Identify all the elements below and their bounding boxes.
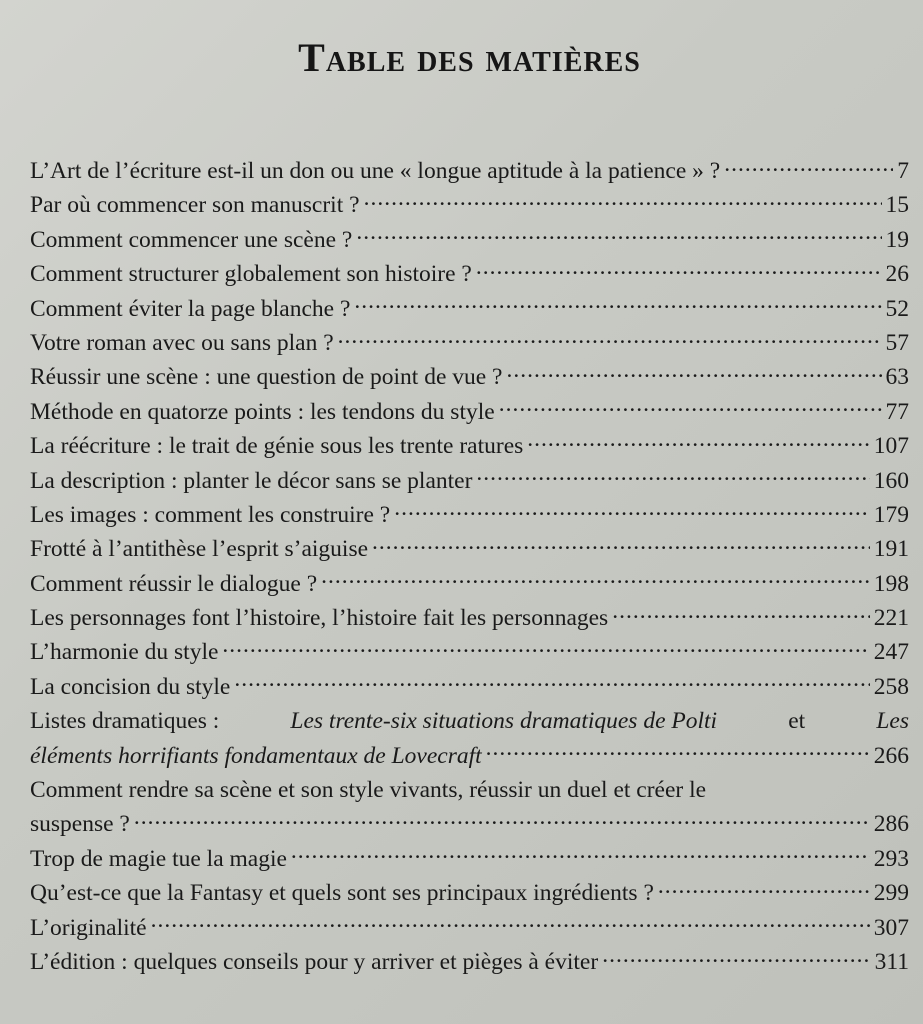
toc-entry-page: 26 — [885, 261, 909, 288]
toc-leader-dots — [612, 602, 870, 626]
toc-leader-dots — [151, 911, 870, 935]
toc-leader-dots — [724, 155, 893, 179]
toc-leader-dots — [527, 430, 869, 454]
toc-entry-title: La réécriture : le trait de génie sous les trente ratures — [30, 433, 524, 460]
toc-entry-page: 77 — [885, 398, 909, 425]
toc-entry-title: suspense ? — [30, 811, 130, 838]
toc-leader-dots — [602, 945, 870, 969]
toc-leader-dots — [507, 361, 882, 385]
toc-entry-title: Méthode en quatorze points : les tendons du style — [30, 398, 495, 425]
toc-entry — [30, 154, 909, 188]
toc-entry-page: 299 — [873, 880, 909, 907]
toc-entry-title: Les images : comment les construire ? — [30, 501, 391, 528]
toc-entry — [30, 498, 909, 532]
toc-entry-page: 179 — [873, 501, 909, 528]
page-title: Table des matières — [298, 35, 641, 80]
toc-entry — [30, 601, 909, 635]
toc-leader-dots — [222, 636, 869, 660]
toc-leader-dots — [134, 808, 870, 832]
toc-entry — [30, 876, 909, 910]
toc-entry-title: Par où commencer son manuscrit ? — [30, 192, 360, 219]
toc-entry — [30, 945, 909, 979]
toc-leader-dots — [476, 258, 882, 282]
toc-entry — [30, 223, 909, 257]
toc-entry-title: L’édition : quelques conseils pour y arriver et pièges à éviter — [30, 948, 599, 975]
toc-entry-title: Votre roman avec ou sans plan ? — [30, 329, 334, 356]
toc-entry-title: Comment éviter la page blanche ? — [30, 295, 351, 322]
toc-entry-title: L’originalité — [30, 914, 147, 941]
toc-entry-page: 19 — [885, 226, 909, 253]
toc-entry-page: 307 — [873, 914, 909, 941]
toc-entry-page: 198 — [873, 570, 909, 597]
toc-entry-title: La description : planter le décor sans se planter — [30, 467, 473, 494]
toc-entry — [30, 292, 909, 326]
toc-entry — [30, 842, 909, 876]
toc-entry — [30, 395, 909, 429]
toc-entry-title-part: Les trente-six situations dramatiques de Polti — [290, 708, 718, 735]
toc-entry-title: L’harmonie du style — [30, 639, 219, 666]
toc-entry-page: 191 — [873, 536, 909, 563]
toc-entry-page: 221 — [873, 605, 909, 632]
toc-leader-dots — [476, 464, 869, 488]
toc-entry-page: 57 — [885, 329, 909, 356]
toc-entry — [30, 739, 909, 773]
toc-entry-page: 266 — [873, 742, 909, 769]
toc-entry-title: Réussir une scène : une question de point de vue ? — [30, 364, 503, 391]
toc-entry-title: Frotté à l’antithèse l’esprit s’aiguise — [30, 536, 369, 563]
toc-entry-title: éléments horrifiants fondamentaux de Lovecraft — [30, 742, 482, 769]
toc-entry-title: L’Art de l’écriture est-il un don ou une « longue aptitude à la patience » ? — [30, 158, 721, 184]
toc-leader-dots — [372, 533, 870, 557]
toc-list — [30, 154, 909, 979]
toc-entry-title-part: Listes dramatiques : — [30, 708, 220, 735]
toc-leader-dots — [394, 498, 870, 522]
toc-entry-title: Comment structurer globalement son histoire ? — [30, 261, 472, 288]
toc-leader-dots — [321, 567, 870, 591]
toc-entry-title: Comment commencer une scène ? — [30, 226, 353, 253]
toc-entry-page: 311 — [874, 948, 909, 975]
toc-leader-dots — [486, 739, 870, 763]
toc-leader-dots — [234, 670, 869, 694]
toc-leader-dots — [658, 877, 870, 901]
toc-entry-page: 63 — [885, 364, 909, 391]
toc-entry-title-part: Comment rendre sa scène et son style vivants, réussir un duel et créer le — [30, 777, 707, 804]
toc-entry-page: 247 — [873, 639, 909, 666]
toc-entry — [30, 188, 909, 222]
toc-entry-page: 160 — [873, 467, 909, 494]
toc-leader-dots — [356, 223, 881, 247]
toc-entry-page: 293 — [873, 845, 909, 872]
toc-leader-dots — [338, 326, 882, 350]
toc-entry — [30, 911, 909, 945]
toc-entry — [30, 670, 909, 704]
toc-entry-listes-line1 — [30, 704, 909, 738]
toc-entry — [30, 532, 909, 566]
toc-leader-dots — [364, 189, 882, 213]
toc-entry-title: La concision du style — [30, 673, 231, 700]
toc-entry — [30, 360, 909, 394]
toc-entry-title: Qu’est-ce que la Fantasy et quels sont ses principaux ingrédients ? — [30, 880, 654, 907]
toc-entry-title: Comment réussir le dialogue ? — [30, 570, 318, 597]
toc-entry-title-part: et — [788, 708, 806, 735]
toc-entry — [30, 464, 909, 498]
toc-entry-scene-line1 — [30, 773, 909, 807]
toc-entry-page: 286 — [873, 811, 909, 838]
toc-entry-page: 52 — [885, 295, 909, 322]
toc-entry — [30, 807, 909, 841]
toc-entry — [30, 567, 909, 601]
toc-entry-title-part: Les — [876, 708, 909, 735]
toc-entry-page: 107 — [873, 433, 909, 460]
toc-entry-page: 15 — [885, 192, 909, 219]
toc-entry-title: Trop de magie tue la magie — [30, 845, 287, 872]
toc-entry — [30, 429, 909, 463]
toc-entry — [30, 326, 909, 360]
toc-entry-page: 7 — [897, 158, 909, 184]
toc-entry-page: 258 — [873, 673, 909, 700]
toc-entry — [30, 257, 909, 291]
toc-entry-title: Les personnages font l’histoire, l’histoire fait les personnages — [30, 605, 609, 632]
toc-entry — [30, 635, 909, 669]
toc-leader-dots — [354, 292, 881, 316]
toc-leader-dots — [291, 842, 870, 866]
toc-leader-dots — [499, 395, 882, 419]
